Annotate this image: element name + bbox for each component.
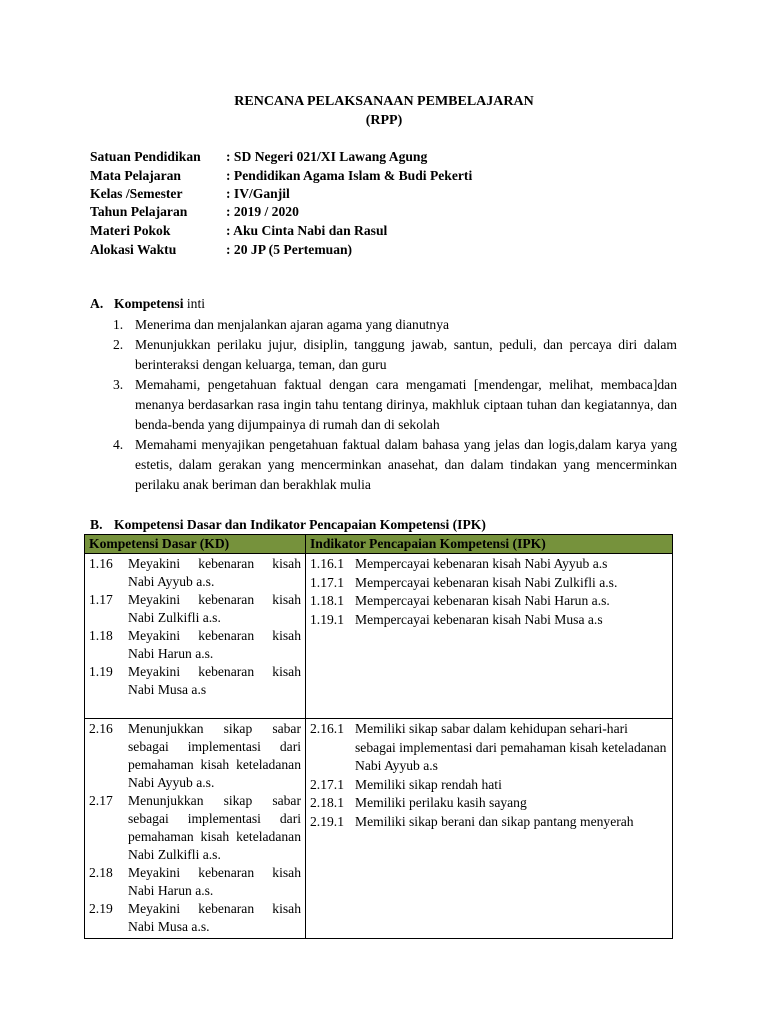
document-subtitle: (RPP) [365, 113, 403, 128]
identity-label: Kelas /Semester [90, 186, 183, 201]
kd-code: 2.18 [89, 865, 113, 880]
list-item-text: Menunjukkan perilaku jujur, disiplin, tanggung jawab, santun, peduli, dan percaya diri dalam berinteraksi dengan keluarga, teman, dan guru [135, 337, 677, 372]
competence-table [84, 534, 673, 939]
list-item-text: Memahami, pengetahuan faktual dengan cara mengamati [mendengar, melihat, membaca]dan menanya berdasarkan rasa ingin tahu tentang dirinya, makhluk ciptaan tuhan dan kegiatannya, dan benda-benda yang dijumpainya di rumah dan di sekolah [135, 377, 677, 432]
ipk-code: 2.16.1 [310, 721, 344, 736]
list-item-number: 3. [113, 377, 124, 392]
kd-item [89, 627, 301, 663]
column-header-ipk: Indikator Pencapaian Kompetensi (IPK) [306, 535, 673, 554]
kd-code: 2.16 [89, 721, 113, 736]
ipk-item [310, 555, 668, 574]
identity-value: : 20 JP (5 Pertemuan) [226, 242, 353, 257]
kd-cell [85, 554, 306, 719]
kd-item [89, 900, 301, 936]
kd-code: 1.18 [89, 628, 113, 643]
ipk-text: Memiliki sikap sabar dalam kehidupan sehari-hari sebagai implementasi dari pemahaman kisah keteladanan Nabi Ayyub a.s [355, 721, 667, 773]
ipk-code: 2.17.1 [310, 776, 344, 792]
identity-row [90, 221, 387, 240]
section-b-letter: B. [90, 517, 103, 532]
section-a-letter: A. [90, 296, 104, 311]
kd-item [89, 720, 301, 792]
core-competence-list [113, 315, 677, 495]
kd-text: Meyakini kebenaran kisah Nabi Musa a.s [128, 664, 301, 697]
identity-row [90, 147, 427, 166]
ipk-code: 1.17.1 [310, 574, 344, 590]
ipk-code: 1.18.1 [310, 593, 344, 608]
kd-text: Meyakini kebenaran kisah Nabi Musa a.s. [128, 901, 301, 934]
identity-value: : SD Negeri 021/XI Lawang Agung [226, 149, 428, 164]
ipk-cell [306, 719, 673, 939]
table-header-row [85, 535, 673, 554]
identity-label: Tahun Pelajaran [90, 204, 188, 219]
identity-label: Satuan Pendidikan [90, 149, 201, 164]
kd-code: 1.19 [89, 664, 113, 679]
ipk-item [310, 794, 668, 813]
kd-cell [85, 719, 306, 939]
section-b-heading [90, 515, 486, 534]
identity-row [90, 166, 472, 185]
kd-text: Meyakini kebenaran kisah Nabi Harun a.s. [128, 628, 301, 661]
kd-item [89, 864, 301, 900]
kd-text: Menunjukkan sikap sabar sebagai implementasi dari pemahaman kisah keteladanan Nabi Ayyub a.s. [128, 721, 301, 790]
ipk-text: Mempercayai kebenaran kisah Nabi Ayyub a.s [355, 556, 608, 571]
list-item [113, 435, 677, 495]
kd-code: 2.19 [89, 901, 113, 916]
kd-text: Meyakini kebenaran kisah Nabi Ayyub a.s. [128, 556, 301, 589]
ipk-code: 2.19.1 [310, 813, 344, 829]
list-item-number: 2. [113, 337, 124, 352]
ipk-text: Mempercayai kebenaran kisah Nabi Musa a.s [355, 611, 603, 627]
ipk-item [310, 720, 668, 776]
list-item-text: Menerima dan menjalankan ajaran agama yang dianutnya [135, 317, 450, 332]
ipk-text: Memiliki sikap berani dan sikap pantang menyerah [355, 813, 634, 829]
kd-text: Meyakini kebenaran kisah Nabi Harun a.s. [128, 865, 301, 898]
ipk-item [310, 813, 668, 832]
ipk-text: Mempercayai kebenaran kisah Nabi Harun a.s. [355, 593, 610, 608]
kd-code: 1.16 [89, 556, 113, 571]
identity-value: : Aku Cinta Nabi dan Rasul [226, 223, 388, 238]
kd-item [89, 591, 301, 627]
kd-item [89, 792, 301, 864]
ipk-code: 1.19.1 [310, 611, 344, 627]
ipk-item [310, 574, 668, 593]
ipk-cell [306, 554, 673, 719]
document-title: RENCANA PELAKSANAAN PEMBELAJARAN [234, 94, 534, 109]
identity-value: : 2019 / 2020 [226, 204, 299, 219]
kd-text: Menunjukkan sikap sabar sebagai implementasi dari pemahaman kisah keteladanan Nabi Zulkifli a.s. [128, 793, 301, 862]
ipk-code: 1.16.1 [310, 556, 344, 571]
identity-label: Mata Pelajaran [90, 168, 181, 183]
section-a-heading-bold: Kompetensi [114, 296, 184, 311]
ipk-code: 2.18.1 [310, 795, 344, 810]
kd-item [89, 555, 301, 591]
ipk-text: Memiliki sikap rendah hati [355, 776, 502, 792]
identity-value: : Pendidikan Agama Islam & Budi Pekerti [226, 168, 473, 183]
identity-label: Materi Pokok [90, 223, 171, 238]
section-a-heading-rest: inti [183, 296, 206, 311]
list-item-text: Memahami menyajikan pengetahuan faktual dalam bahasa yang jelas dan logis,dalam karya yang estetis, dalam gerakan yang mencerminkan anasehat, dan dalam tindakan yang mencerminkan perilaku anak beriman dan berakhlak mulia [135, 437, 677, 492]
ipk-text: Memiliki perilaku kasih sayang [355, 795, 527, 810]
kd-code: 1.17 [89, 592, 113, 607]
kd-code: 2.17 [89, 793, 113, 808]
ipk-item [310, 776, 668, 795]
kd-text: Meyakini kebenaran kisah Nabi Zulkifli a.s. [128, 592, 301, 625]
identity-value: : IV/Ganjil [226, 186, 290, 201]
section-b-heading-text: Kompetensi Dasar dan Indikator Pencapaian Kompetensi (IPK) [114, 517, 486, 532]
list-item [113, 335, 677, 375]
kd-item [89, 663, 301, 699]
table-row [85, 554, 673, 719]
identity-row [90, 240, 352, 259]
identity-row [90, 184, 290, 203]
section-a-heading [90, 294, 205, 313]
identity-label: Alokasi Waktu [90, 242, 177, 257]
ipk-item [310, 611, 668, 630]
list-item-number: 1. [113, 317, 124, 332]
table-row [85, 719, 673, 939]
list-item [113, 375, 677, 435]
column-header-kd: Kompetensi Dasar (KD) [85, 535, 306, 554]
list-item [113, 315, 677, 335]
list-item-number: 4. [113, 437, 124, 452]
ipk-text: Mempercayai kebenaran kisah Nabi Zulkifli a.s. [355, 574, 618, 590]
identity-row [90, 202, 299, 221]
ipk-item [310, 592, 668, 611]
